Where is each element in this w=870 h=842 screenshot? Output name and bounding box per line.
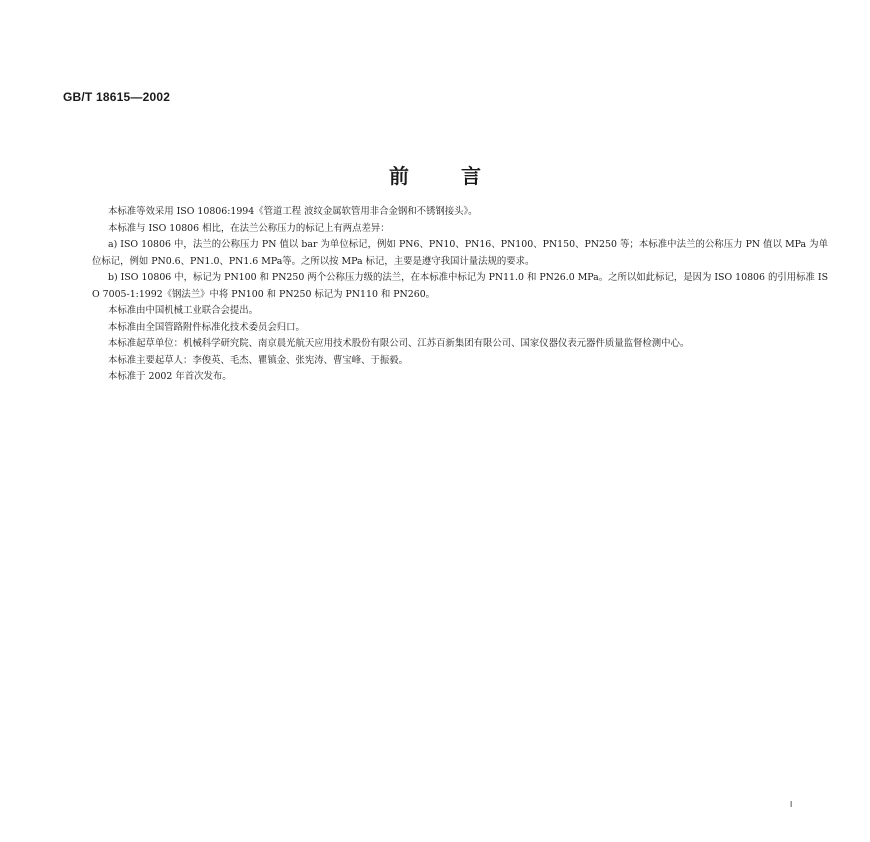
standard-code: GB/T 18615—2002 [63,90,171,104]
page-number: I [790,800,793,809]
paragraph-drafting-units: 本标准起草单位：机械科学研究院、南京晨光航天应用技术股份有限公司、江苏百新集团有限公司、国家仪器仪表元器件质量监督检测中心。 [108,338,690,349]
paragraph-differences-intro: 本标准与 ISO 10806 相比，在法兰公称压力的标记上有两点差异： [108,222,390,234]
paragraph-adoption: 本标准等效采用 ISO 10806:1994《管道工程 波纹金属软管用非合金钢和不锈钢接头》。 [108,206,478,217]
paragraph-first-release: 本标准于 2002 年首次发布。 [108,371,232,382]
foreword-body [92,204,828,386]
paragraph-difference-b: b) ISO 10806 中，标记为 PN100 和 PN250 两个公称压力级的法兰，在本标准中标记为 PN11.0 和 PN26.0 MPa。之所以如此标记，是因为 ISO 10806 的引用标准 ISO 7005-1:1992《钢法兰》中将 PN100 和 PN250 标记为 PN110 和 PN260。 [92,272,828,300]
paragraph-proposed-by: 本标准由中国机械工业联合会提出。 [108,305,259,316]
paragraph-drafters: 本标准主要起草人：李俊英、毛杰、瞿镇金、张宪涛、曹宝峰、于振毅。 [108,354,409,366]
paragraph-centralized-by: 本标准由全国管路附件标准化技术委员会归口。 [108,321,305,333]
page-title: 前言 [389,164,533,188]
paragraph-difference-a: a) ISO 10806 中，法兰的公称压力 PN 值以 bar 为单位标记，例如 PN6、PN10、PN16、PN100、PN150、PN250 等；本标准中法兰的公称压力 PN 值以 MPa 为单位标记，例如 PN0.6、PN1.0、PN1.6 MPa等。之所以按 MPa 标记，主要是遵守我国计量法规的要求。 [92,239,828,267]
